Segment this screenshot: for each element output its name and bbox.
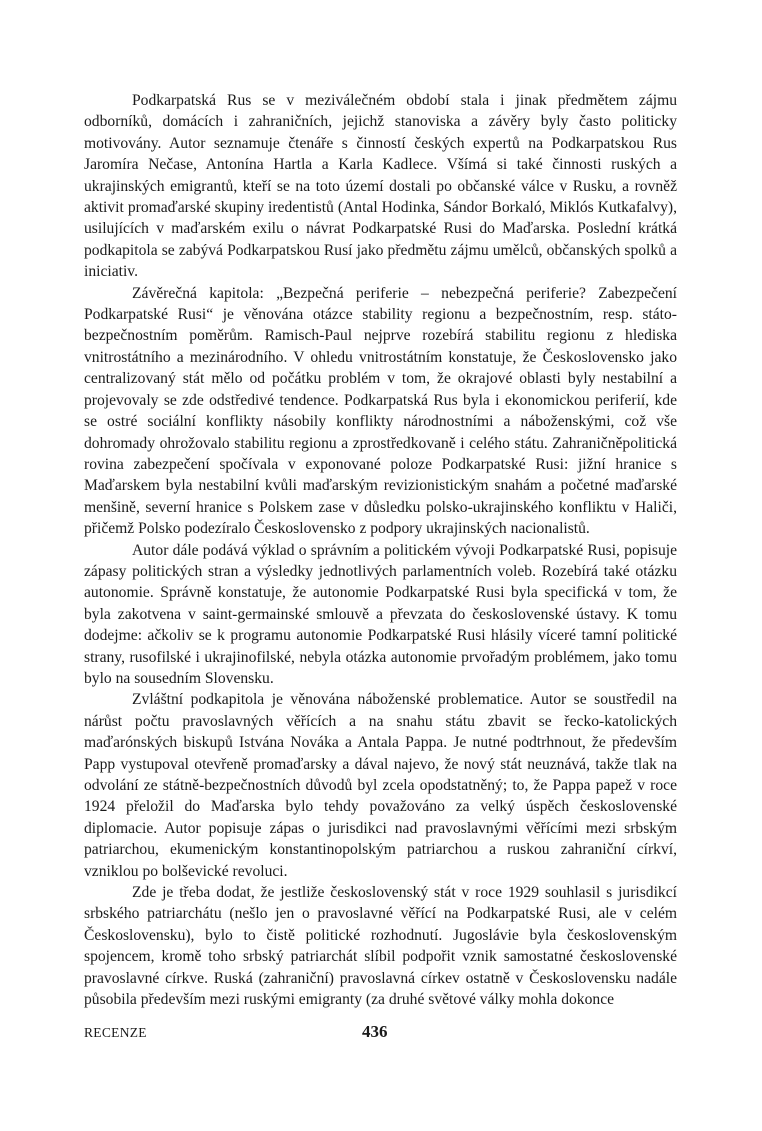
paragraph: Zvláštní podkapitola je věnována náboženské problematice. Autor se soustředil na nárůst počtu pravoslavných věřících a na snahu státu zbavit se řecko-katolických maďarónských biskupů Istvána Nováka a Antala Pappa. Je nutné podtrhnout, že především Papp vystupoval otevřeně promaďarsky a dával najevo, že nový stát neuznává, takže tlak na odvolání ze státně-bezpečnostních důvodů byl zcela opodstatněný; to, že Pappa papež v roce 1924 přeložil do Maďarska bylo tehdy považováno za velký úspěch československé diplomacie. Autor popisuje zápas o jurisdikci nad pravoslavnými věřícími mezi srbským patriarchou, ekumenickým konstantinopolským patriarchou a ruskou zahraniční církví, vzniklou po bolševické revoluci. — [84, 691, 677, 880]
paragraph: Autor dále podává výklad o správním a politickém vývoji Podkarpatské Rusi, popisuje zápasy politických stran a výsledky jednotlivých parlamentních voleb. Rozebírá také otázku autonomie. Správně konstatuje, že autonomie Podkarpatské Rusi byla specifická v tom, že byla zakotvena v saint-germainské smlouvě a převzata do československé ústavy. K tomu dodejme: ačkoliv se k programu autonomie Podkarpatské Rusi hlásily víceré tamní politické strany, rusofilské i ukrajinofilské, nebyla otázka autonomie prvořadým problémem, jako tomu bylo na sousedním Slovensku. — [84, 541, 677, 687]
paragraph: Závěrečná kapitola: „Bezpečná periferie – nebezpečná periferie? Zabezpečení Podkarpatské Rusi“ je věnována otázce stability regionu a bezpečnostním, resp. státobezpečnostním poměrům. Ramisch-Paul nejprve rozebírá stabilitu regionu z hlediska vnitrostátního a mezinárodního. V ohledu vnitrostátním konstatuje, že Československo jako centralizovaný stát mělo od počátku problém v tom, že okrajové oblasti byly nestabilní a projevovaly se zde odstředivé tendence. Podkarpatská Rus byla i ekonomickou periferií, kde se ostré sociální konflikty násobily konflikty národnostními a náboženskými, což vše dohromady ohrožovalo stabilitu regionu a zprostředkovaně i celého státu. Zahraničněpolitická rovina zabezpečení spočívala v exponované poloze Podkarpatské Rusi: jižní hranice s Maďarskem byla nestabilní kvůli maďarským revizionistickým snahám a početné maďarské menšině, severní hranice s Polskem zase v důsledku polsko-ukrajinského konfliktu v Haliči, přičemž Polsko podezíralo Československo z podpory ukrajinských nacionalistů. — [84, 284, 677, 538]
body-text — [84, 90, 677, 1010]
paragraph: Podkarpatská Rus se v meziválečném období stala i jinak předmětem zájmu odborníků, domácích i zahraničních, jejichž stanoviska a závěry byly často politicky motivovány. Autor seznamuje čtenáře s činností českých expertů na Podkarpatskou Rus Jaromíra Nečase, Antonína Hartla a Karla Kadlece. Všímá si také činnosti ruských a ukrajinských emigrantů, kteří se na toto území dostali po občanské válce v Rusku, a rovněž aktivit promaďarské skupiny iredentistů (Antal Hodinka, Sándor Borkaló, Miklós Kutkafalvy), usilujících v maďarském exilu o návrat Podkarpatské Rusi do Maďarska. Poslední krátká podkapitola se zabývá Podkarpatskou Rusí jako předmětu zájmu umělců, občanských spolků a iniciativ. — [84, 92, 677, 281]
paragraph: Zde je třeba dodat, že jestliže československý stát v roce 1929 souhlasil s jurisdikcí srbského patriarchátu (nešlo jen o pravoslavné věřící na Podkarpatské Rusi, ale v celém Československu), bylo to čistě politické rozhodnutí. Jugoslávie byla československým spojencem, kromě toho srbský patriarchát slíbil podpořit vznik samostatné československé pravoslavné církve. Ruská (zahraniční) pravoslavná církev ostatně v Československu nadále působila především mezi ruskými emigranty (za druhé světové války mohla dokonce — [84, 884, 677, 1009]
page-number: 436 — [362, 1022, 388, 1041]
footer-section-label: RECENZE — [84, 1025, 147, 1040]
